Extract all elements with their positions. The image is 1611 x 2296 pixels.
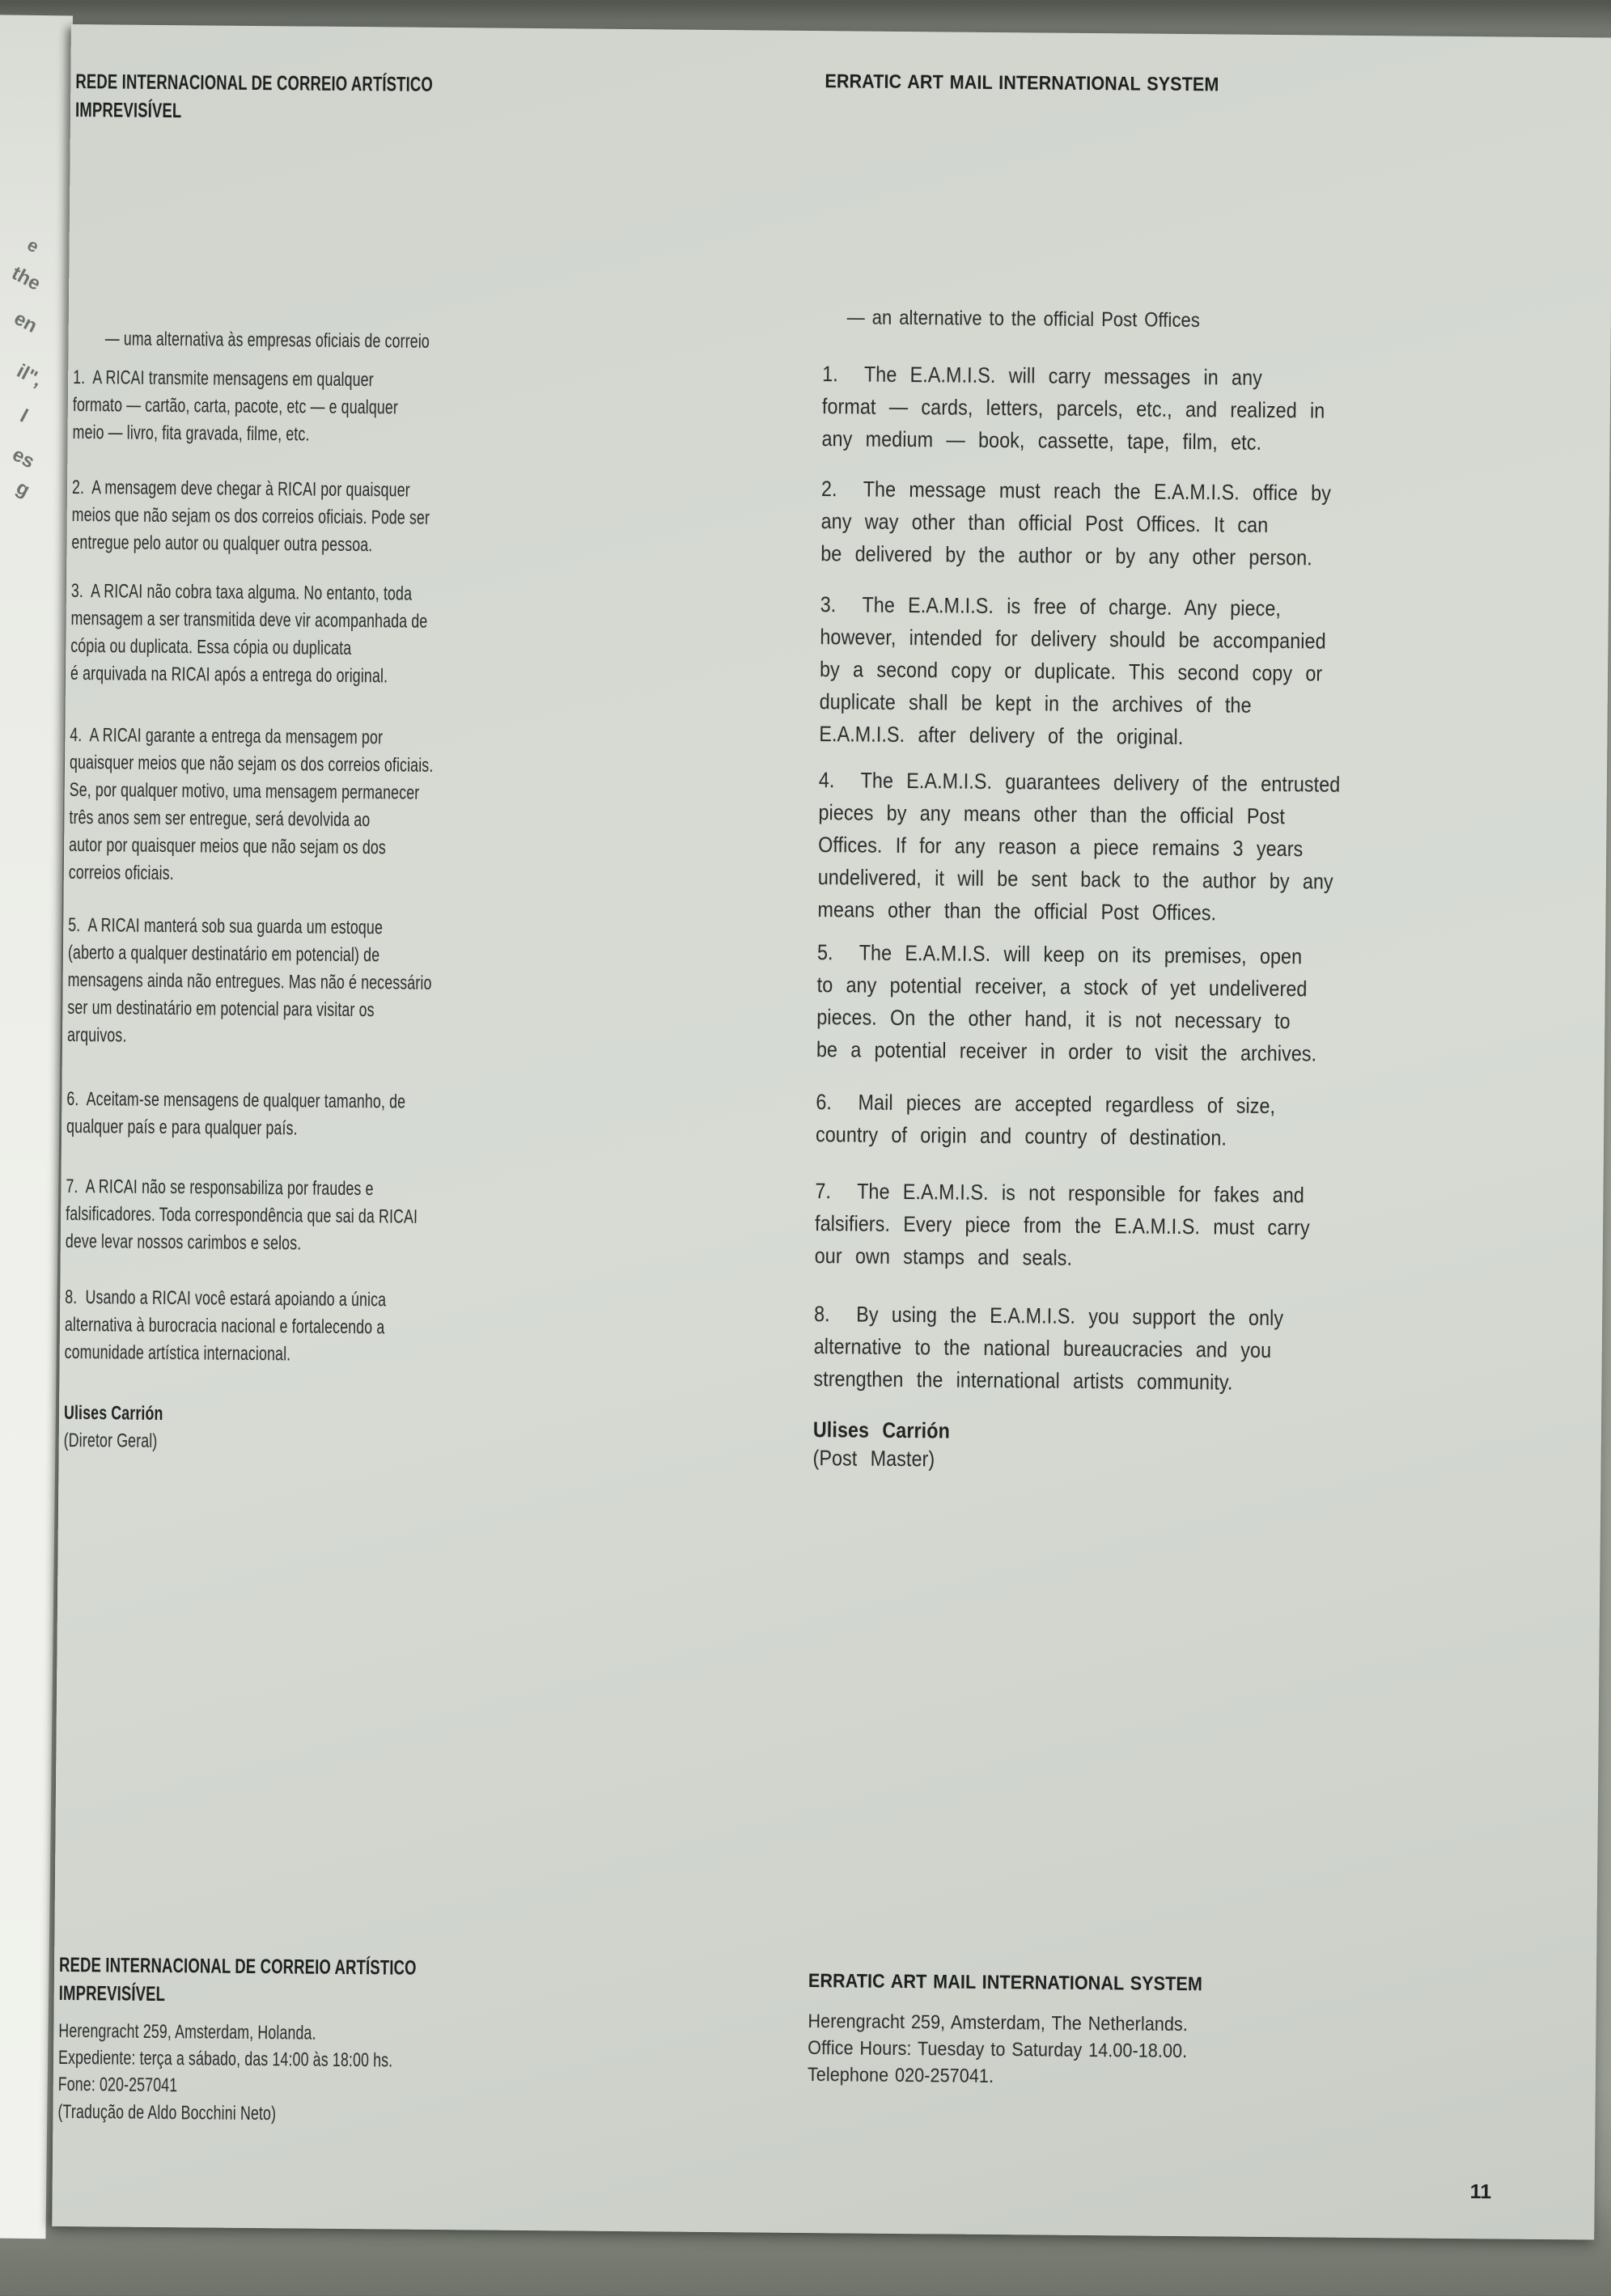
translation-credit: (Tradução de Aldo Bocchini Neto): [57, 2100, 277, 2125]
margin-text-fragment: e: [23, 234, 43, 257]
english-item-2: 2. The message must reach the E.A.M.I.S. office by any way other than official Post Offices. It can be delivered by the author or by any other person.: [820, 477, 1332, 570]
english-item-8: 8. By using the E.A.M.I.S. you support the only alternative to the national bureaucracies and you strengthen the international artists community.: [813, 1302, 1284, 1395]
margin-text-fragment: l: [16, 405, 32, 427]
margin-text-fragment: en: [10, 307, 41, 337]
portuguese-title: REDE INTERNACIONAL DE CORREIO ARTÍSTICO IMPREVISÍVEL: [74, 70, 434, 123]
english-subtitle: — an alternative to the official Post Offices: [846, 306, 1201, 333]
margin-text-fragment: es: [8, 443, 38, 473]
signature-name: Ulises Carrión: [812, 1417, 951, 1443]
signature-role: (Post Master): [812, 1446, 935, 1472]
page-number: 11: [1469, 2180, 1492, 2204]
portuguese-footer-address: Herengracht 259, Amsterdam, Holanda. Expediente: terça a sábado, das 14:00 às 18:00 hs. Fone: 020-257041: [57, 2019, 393, 2097]
english-column: [807, 31, 1611, 2088]
signature-name: Ulises Carrión: [63, 1401, 163, 1425]
margin-text-fragment: il",: [13, 360, 46, 392]
english-footer-address: Herengracht 259, Amsterdam, The Netherlands. Office Hours: Tuesday to Saturday 14.00-18.00. Telephone 020-257041.: [807, 2010, 1189, 2088]
english-item-3: 3. The E.A.M.I.S. is free of charge. Any piece, however, intended for delivery should be accompanied by a second copy or duplicate. This second copy or duplicate shall be kept in the archives of the E.A.M.I.S. after delivery of the original.: [819, 592, 1326, 750]
english-item-6: 6. Mail pieces are accepted regardless of size, country of origin and country of destination.: [815, 1090, 1276, 1150]
portuguese-item-5: 5. A RICAI manterá sob sua guarda um estoque (aberto a qualquer destinatário em potencial) de mensagens ainda não entregues. Mas não é necessário ser um destinatário em potencial para visitar os arquivos.: [66, 914, 432, 1047]
english-item-7: 7. The E.A.M.I.S. is not responsible for fakes and falsifiers. Every piece from the E.A.M.I.S. must carry our own stamps and seals.: [814, 1179, 1310, 1270]
english-item-4: 4. The E.A.M.I.S. guarantees delivery of the entrusted pieces by any means other than the official Post Offices. If for any reason a piece remains 3 years undelivered, it will be sent back to the author by any means other than the official Post Offices.: [817, 768, 1341, 926]
portuguese-item-4: 4. A RICAI garante a entrega da mensagem por quaisquer meios que não sejam os dos correios oficiais. Se, por qualquer motivo, uma mensagem permanecer três anos sem ser entregue, será devolvida ao autor por quaisquer meios que não sejam os dos correios oficiais.: [68, 724, 434, 885]
english-footer-title: ERRATIC ART MAIL INTERNATIONAL SYSTEM: [808, 1970, 1203, 1996]
portuguese-footer-title: REDE INTERNACIONAL DE CORREIO ARTÍSTICO IMPREVISÍVEL: [58, 1953, 417, 2006]
portuguese-subtitle: — uma alternativa às empresas oficiais de correio: [104, 328, 430, 353]
portuguese-item-3: 3. A RICAI não cobra taxa alguma. No entanto, toda mensagem a ser transmitida deve vir acompanhada de cópia ou duplicata. Essa cópia ou duplicata é arquivada na RICAI após a entrega do original.: [70, 580, 428, 688]
portuguese-item-6: 6. Aceitam-se mensagens de qualquer tamanho, de qualquer país e para qualquer país.: [66, 1088, 406, 1140]
portuguese-column: [57, 24, 531, 2125]
english-item-1: 1. The E.A.M.I.S. will carry messages in any format — cards, letters, parcels, etc., and realized in any medium — book, cassette, tape, film, etc.: [821, 362, 1325, 455]
english-title: ERRATIC ART MAIL INTERNATIONAL SYSTEM: [825, 70, 1219, 96]
portuguese-item-2: 2. A mensagem deve chegar à RICAI por quaisquer meios que não sejam os dos correios oficiais. Pode ser entregue pelo autor ou qualquer outra pessoa.: [71, 477, 430, 557]
portuguese-item-7: 7. A RICAI não se responsabiliza por fraudes e falsificadores. Toda correspondência que sai da RICAI deve levar nossos carimbos e selos.: [65, 1175, 418, 1255]
portuguese-item-8: 8. Usando a RICAI você estará apoiando a única alternativa à burocracia nacional e fortalecendo a comunidade artística internacional.: [64, 1286, 387, 1366]
margin-text-fragment: the: [8, 262, 45, 295]
english-item-5: 5. The E.A.M.I.S. will keep on its premises, open to any potential receiver, a stock of yet undelivered pieces. On the other hand, it is not necessary to be a potential receiver in order to visit the archives.: [816, 940, 1317, 1066]
portuguese-item-1: 1. A RICAI transmite mensagens em qualquer formato — cartão, carta, pacote, etc — e qualquer meio — livro, fita gravada, filme, etc.: [72, 366, 399, 446]
margin-text-fragment: g: [12, 476, 34, 502]
signature-role: (Diretor Geral): [63, 1429, 158, 1452]
scanned-page: [52, 24, 1611, 2240]
